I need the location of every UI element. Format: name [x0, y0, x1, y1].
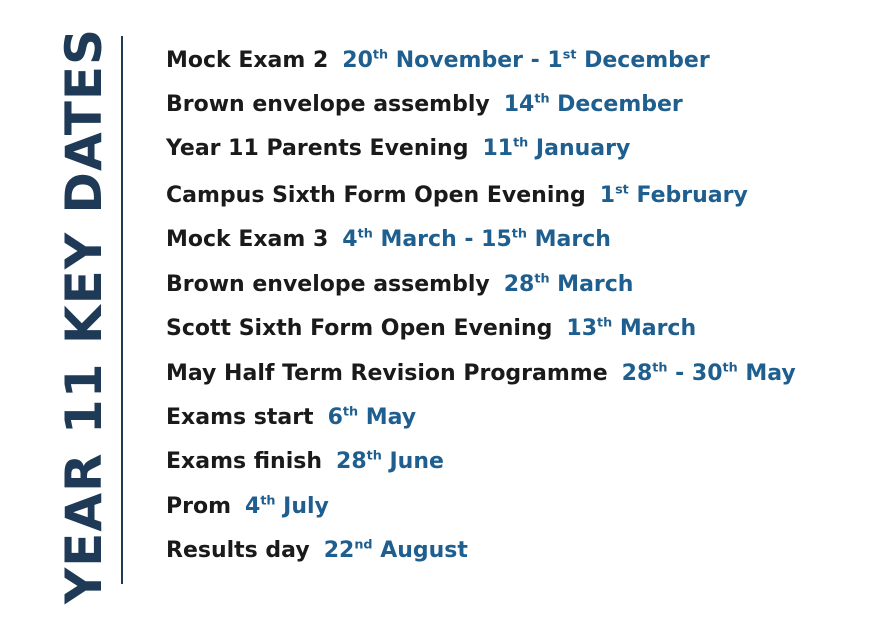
key-date-row — [166, 447, 444, 477]
key-date-row — [166, 403, 416, 433]
key-date-row — [166, 359, 796, 389]
event-date: 22nd August — [323, 537, 468, 563]
event-date: 14th December — [503, 91, 683, 117]
event-date: 4th July — [245, 493, 329, 519]
key-date-row — [166, 536, 468, 566]
key-date-row — [166, 270, 633, 300]
event-date: 4th March - 15th March — [342, 226, 611, 252]
ordinal-suffix: th — [513, 135, 529, 151]
event-name: Brown envelope assembly — [166, 92, 490, 117]
ordinal-suffix: th — [534, 271, 550, 287]
ordinal-suffix: st — [615, 182, 629, 198]
ordinal-suffix: th — [372, 47, 389, 63]
ordinal-suffix: th — [511, 226, 527, 242]
event-date: 28th - 30th May — [621, 360, 796, 386]
key-date-row — [166, 225, 611, 255]
vertical-divider — [121, 36, 123, 584]
ordinal-suffix: th — [342, 404, 359, 420]
event-name: Brown envelope assembly — [166, 272, 490, 297]
event-date: 28th March — [503, 271, 634, 297]
ordinal-suffix: th — [652, 360, 668, 376]
event-name: Campus Sixth Form Open Evening — [166, 183, 586, 208]
key-date-row — [166, 46, 710, 76]
event-name: Prom — [166, 494, 232, 519]
key-date-row — [166, 314, 696, 344]
ordinal-suffix: th — [597, 315, 613, 331]
page-title: YEAR 11 KEY DATES — [55, 27, 113, 605]
ordinal-suffix: th — [260, 493, 276, 509]
event-name: Scott Sixth Form Open Evening — [166, 316, 553, 341]
event-date: 13th March — [566, 315, 697, 341]
event-date: 1st February — [599, 182, 748, 208]
event-date: 20th November - 1st December — [342, 47, 710, 73]
event-name: Results day — [166, 538, 310, 563]
ordinal-suffix: nd — [354, 537, 373, 553]
key-date-row — [166, 90, 683, 120]
key-date-row — [166, 181, 748, 211]
event-name: Year 11 Parents Evening — [166, 136, 469, 161]
ordinal-suffix: th — [357, 226, 373, 242]
key-date-row — [166, 134, 630, 164]
ordinal-suffix: th — [534, 91, 550, 107]
ordinal-suffix: st — [562, 47, 577, 63]
ordinal-suffix: th — [366, 448, 382, 464]
event-name: May Half Term Revision Programme — [166, 361, 608, 386]
event-date: 6th May — [327, 404, 417, 430]
event-name: Exams start — [166, 405, 314, 430]
event-name: Exams finish — [166, 449, 323, 474]
event-name: Mock Exam 3 — [166, 227, 329, 252]
event-date: 28th June — [336, 448, 444, 474]
key-date-row — [166, 492, 329, 522]
ordinal-suffix: th — [722, 360, 738, 376]
event-date: 11th January — [482, 135, 631, 161]
event-name: Mock Exam 2 — [166, 48, 329, 73]
